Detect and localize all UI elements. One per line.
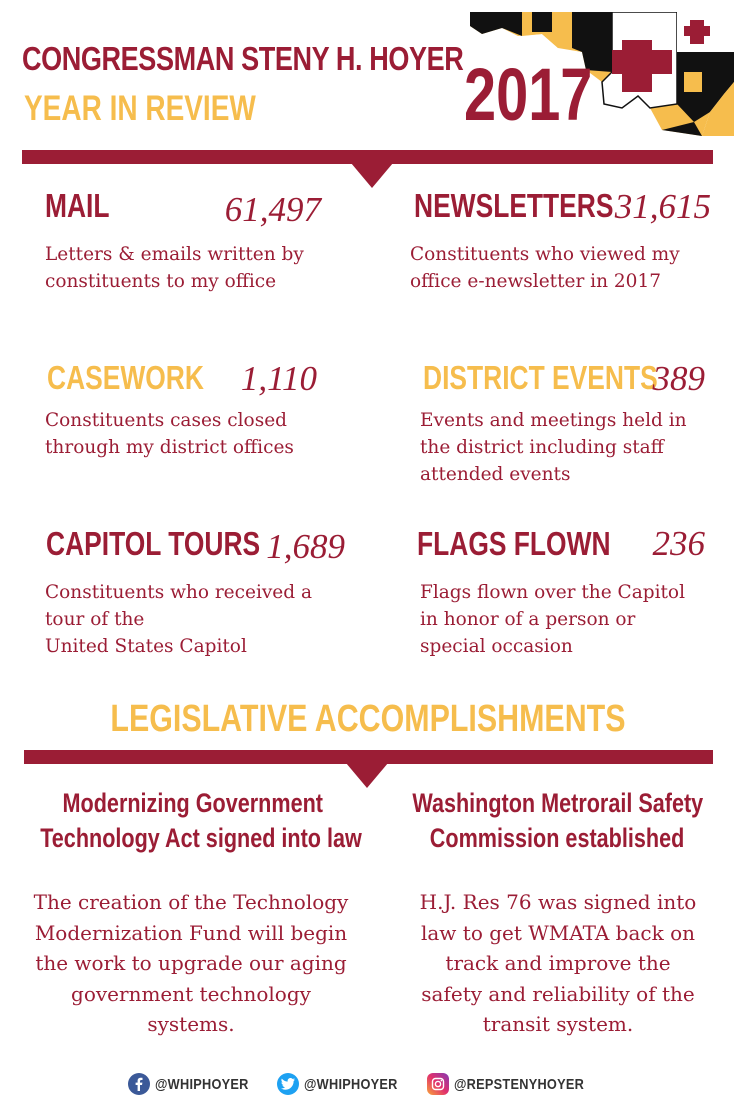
- stat-desc-district-events: Events and meetings held in the district including staff attended events: [420, 410, 687, 485]
- stat-desc-capitol-tours: Constituents who received a tour of the United States Capitol: [45, 582, 313, 657]
- stat-label-flags-flown: FLAGS FLOWN: [417, 525, 611, 562]
- page-subtitle: YEAR IN REVIEW: [24, 89, 256, 128]
- legislative-heading-1: Modernizing Government Technology Act signed into law: [40, 788, 362, 853]
- stat-label-newsletters: NEWSLETTERS: [414, 187, 614, 224]
- legislative-divider-notch: [346, 763, 388, 788]
- stat-desc-newsletters: Constituents who viewed my office e-newsletter in 2017: [410, 244, 680, 292]
- legislative-heading-2: Washington Metrorail Safety Commission established: [412, 788, 703, 853]
- social-footer: [0, 1073, 735, 1095]
- legislative-body-1: The creation of the Technology Modernization Fund will begin the work to upgrade our aging government technology systems.: [33, 890, 349, 1036]
- stat-desc-flags-flown: Flags flown over the Capitol in honor of a person or special occasion: [420, 582, 685, 657]
- twitter-icon: [277, 1073, 299, 1095]
- header-divider: [22, 150, 713, 164]
- instagram-link[interactable]: @REPSTENYHOYER: [427, 1073, 607, 1095]
- stat-desc-mail: Letters & emails written by constituents to my office: [45, 244, 304, 292]
- twitter-link[interactable]: @WHIPHOYER: [277, 1073, 414, 1095]
- page-title: CONGRESSMAN STENY H. HOYER: [22, 40, 464, 77]
- stat-desc-casework: Constituents cases closed through my district offices: [45, 410, 294, 458]
- stat-label-mail: MAIL: [45, 187, 110, 224]
- stat-value-capitol-tours: 1,689: [266, 527, 345, 566]
- legislative-divider: [24, 750, 713, 764]
- instagram-icon: [427, 1073, 449, 1095]
- facebook-icon: [128, 1073, 150, 1095]
- stat-value-mail: 61,497: [224, 190, 321, 229]
- legislative-body-2: H.J. Res 76 was signed into law to get WMATA back on track and improve the safety and reliability of the transit system.: [419, 890, 697, 1036]
- stat-value-newsletters: 31,615: [614, 187, 711, 226]
- stat-label-district-events: DISTRICT EVENTS: [423, 359, 658, 396]
- section-title-legislative: LEGISLATIVE ACCOMPLISHMENTS: [109, 698, 626, 740]
- header-divider-notch: [351, 163, 393, 188]
- stat-label-casework: CASEWORK: [47, 359, 204, 396]
- year-label: 2017: [464, 53, 593, 136]
- stat-label-capitol-tours: CAPITOL TOURS: [46, 525, 261, 562]
- facebook-link[interactable]: @WHIPHOYER: [128, 1073, 265, 1095]
- stat-value-district-events: 389: [652, 359, 705, 398]
- stat-value-flags-flown: 236: [652, 524, 705, 563]
- stat-value-casework: 1,110: [240, 359, 317, 398]
